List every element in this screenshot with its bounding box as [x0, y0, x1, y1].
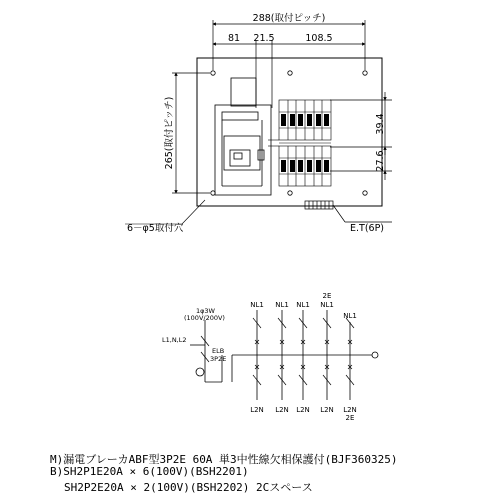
legend-branch-1: B)SH2P1E20A × 6(100V)(BSH2201) [50, 465, 249, 478]
legend-main-breaker: M)漏電ブレーカABF型3P2E 60A 単3中性線欠相保護付(BJF360325) [50, 453, 398, 466]
dim-right-27-6: 27.6 [375, 150, 386, 172]
dim-seg-81: 81 [227, 33, 241, 44]
label-elb: ELB [212, 347, 225, 355]
panel-outline [197, 58, 382, 206]
bottom-label-5: L2N [343, 406, 357, 414]
top-label-4: NL1 [320, 301, 334, 309]
top-label-2: NL1 [275, 301, 289, 309]
label-elb-type: 3P2E [210, 355, 227, 363]
dim-right-39-4: 39.4 [375, 113, 386, 135]
bottom-label-3: L2N [296, 406, 310, 414]
branch-breakers-bottom [279, 146, 331, 186]
mount-holes [211, 71, 367, 195]
bottom-label-5-sub: 2E [345, 414, 355, 422]
top-label-3: NL1 [296, 301, 310, 309]
bottom-label-2: L2N [275, 406, 289, 414]
legend-branch-2: SH2P2E20A × 2(100V)(BSH2202) 2Cスペース [64, 481, 313, 494]
label-mount-hole: 6－φ5取付穴 [127, 223, 184, 234]
dim-top-pitch: 288(取付ピッチ) [252, 13, 326, 24]
branch-breakers-top [279, 100, 331, 140]
top-label-1: NL1 [250, 301, 264, 309]
dim-seg-21-5: 21.5 [253, 33, 275, 44]
top-label-5-sub: NL1 [343, 312, 357, 320]
top-label-5: 2E [322, 292, 332, 300]
label-supply: 1φ3W [196, 307, 215, 315]
bottom-label-4: L2N [320, 406, 334, 414]
bottom-label-1: L2N [250, 406, 264, 414]
label-lines: L1,N,L2 [162, 336, 187, 344]
label-et: E.T(6P) [350, 223, 385, 234]
dim-left-pitch: 265(取付ピッチ) [164, 96, 175, 170]
main-breaker [215, 78, 271, 195]
dim-seg-108-5: 108.5 [305, 33, 333, 44]
earth-terminal [305, 201, 392, 222]
label-voltage: (100V/200V) [184, 314, 225, 322]
